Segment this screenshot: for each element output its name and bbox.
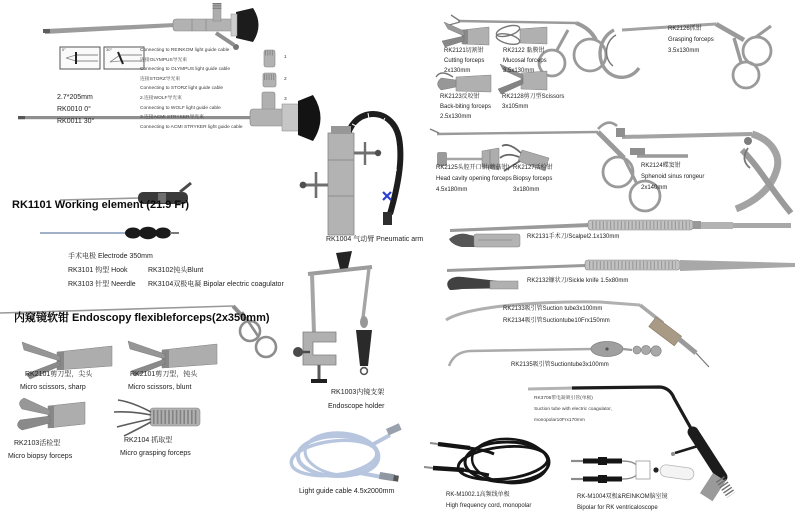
rkm1004-code: RK-M1004双极&REINKOM脑室镜 bbox=[577, 494, 668, 500]
rk2123-tip-illustration bbox=[436, 73, 491, 92]
rk2101-sharp-name: Micro scissors, sharp bbox=[20, 384, 86, 391]
electrode-label: 手术电极 Electrode 350mm bbox=[68, 253, 153, 260]
rkm1004-illustration bbox=[571, 457, 695, 483]
ent-forceps-full-illustration bbox=[449, 15, 606, 76]
rk2128-size: 3x105mm bbox=[502, 104, 529, 110]
rk3104-label: RK3104双极电凝 Bipolar electric coagulator bbox=[148, 281, 284, 288]
rkm1002-name: High frequency cord, monopolar bbox=[446, 503, 532, 509]
rk2135-label: RK2135吸引管Suctiontube3x100mm bbox=[511, 362, 609, 368]
rk2124-code: RK2124蝶窦钳 bbox=[641, 163, 681, 169]
working-element-title: RK1101 Working element (21.9 Fr) bbox=[12, 199, 190, 211]
rk2127-name: Biopsy forceps bbox=[513, 176, 553, 182]
rk2124-illustration bbox=[616, 128, 791, 213]
rk3103-label: RK3103 针型 Neerdle bbox=[68, 281, 136, 288]
rk2121-size: 2x130mm bbox=[444, 68, 471, 74]
rk2126-illustration bbox=[600, 24, 771, 88]
connect-line: Connecting to STORZ light guide cable bbox=[140, 86, 224, 91]
light-guide-adapters bbox=[262, 50, 276, 110]
rk2126-code: RK2126抓钳 bbox=[668, 26, 702, 32]
adapter-number-3: 3 bbox=[284, 97, 287, 102]
rk2101-blunt-name: Micro scissors, blunt bbox=[128, 384, 192, 391]
rk2122-name: Mucosal forceps bbox=[503, 58, 547, 64]
rk3706-illustration bbox=[528, 387, 731, 501]
connect-line: Connecting to REINKOM light guide cable bbox=[140, 48, 230, 53]
rk2125-name: Head cavity opening forceps bbox=[436, 176, 512, 182]
rk3706-name: Suction tube with electric coagulator, bbox=[534, 407, 612, 412]
rk2123-size: 2.5x130mm bbox=[440, 114, 472, 120]
rk2127-code: RK2127活检钳 bbox=[513, 165, 553, 171]
scope-size: 2.7*205mm bbox=[57, 94, 93, 101]
rk3102-label: RK3102钝头Blunt bbox=[148, 267, 204, 274]
adapter-number-2: 2 bbox=[284, 77, 287, 82]
rk2104-code: RK2104 抓取型 bbox=[124, 437, 173, 444]
connect-line: 连接STORZ导光束 bbox=[140, 77, 181, 82]
rk2125-size: 4.5x180mm bbox=[436, 187, 468, 193]
angle-label-0: 0° bbox=[62, 47, 66, 52]
rk3706-size: monopolar10Frx170mm bbox=[534, 418, 585, 423]
rk3706-code: RK3706带电凝吸引管(单极) bbox=[534, 396, 593, 401]
rk2124-size: 2x140mm bbox=[641, 185, 668, 191]
rk2124-name: Sphenoid sinus rongeur bbox=[641, 174, 705, 180]
rk2131-illustration bbox=[449, 220, 791, 247]
rk2132-illustration bbox=[447, 260, 795, 290]
rk2128-code: RK2128剪刀型Scissors bbox=[502, 94, 565, 100]
rk2121-name: Cutting forceps bbox=[444, 58, 485, 64]
rk2122-size: 3.5x130mm bbox=[503, 68, 535, 74]
rkm1002-illustration bbox=[424, 436, 550, 486]
viewing-angle-diagrams bbox=[60, 47, 144, 69]
rk2121-tip-illustration bbox=[442, 22, 489, 47]
connect-line: 2.连接WOLF导光束 bbox=[140, 96, 182, 101]
rk3101-label: RK3101 钩型 Hook bbox=[68, 267, 128, 274]
rk2103-code: RK2103活检型 bbox=[14, 440, 61, 447]
rk2103-name: Micro biopsy forceps bbox=[8, 453, 73, 460]
light-cable-label: Light guide cable 4.5x2000mm bbox=[299, 488, 395, 495]
connect-line: 连接OLYMPUS导光束 bbox=[140, 58, 188, 63]
electrode-illustration bbox=[40, 227, 179, 239]
endoscope-holder-illustration bbox=[293, 251, 372, 381]
rk2131-label: RK2131手术刀/Scalpel2.1x130mm bbox=[527, 234, 620, 240]
rk2101-sharp-code: RK2101剪刀型，尖头 bbox=[25, 371, 93, 378]
scope-model-0: RK0010 0° bbox=[57, 106, 91, 113]
rk2104-name: Micro grasping forceps bbox=[120, 450, 191, 457]
micro-biopsy-illustration bbox=[17, 398, 85, 430]
holder-code: RK1003内镜支架 bbox=[331, 389, 385, 396]
rk2126-size: 3.5x130mm bbox=[668, 48, 700, 54]
light-guide-cable-illustration bbox=[289, 423, 401, 481]
rk2125-code: RK2125头腔开口钳(蘑菇钳) bbox=[436, 165, 510, 171]
pneumatic-arm-label: RK1004 气动臂 Pneumatic arm bbox=[326, 236, 424, 243]
rk2123-name: Back-biting forceps bbox=[440, 104, 492, 110]
endoscope-rk0010-illustration bbox=[43, 3, 259, 50]
flexible-forceps-title: 内窥镜软钳 Endoscopy flexibleforceps(2x350mm) bbox=[14, 312, 270, 324]
rkm1002-code: RK-M1002.1高频线单极 bbox=[446, 492, 510, 498]
rk2127-size: 3x180mm bbox=[513, 187, 540, 193]
scope-model-30: RK0011 30° bbox=[57, 118, 95, 125]
rk2126-name: Grasping forceps bbox=[668, 37, 714, 43]
rk2132-label: RK2132镰状刀/Sickle knife 1.5x80mm bbox=[527, 278, 629, 284]
rk2122-tip-illustration bbox=[495, 23, 547, 46]
rk2122-code: RK2122 黏膜钳 bbox=[503, 48, 545, 54]
rk2101-blunt-code: RK2101剪刀型，钝头 bbox=[130, 371, 198, 378]
connect-line: Connecting to ACMI STRYKER light guide cable bbox=[140, 125, 243, 130]
adapter-number-1: 1 bbox=[284, 55, 287, 60]
rk2123-code: RK2123反咬钳 bbox=[440, 94, 480, 100]
holder-name: Endoscope holder bbox=[328, 403, 385, 410]
rkm1004-name: Bipolar for RK ventricaloscope bbox=[577, 505, 658, 511]
rk2134-label: RK2134吸引管Suctiontube10Frx150mm bbox=[503, 318, 610, 324]
rk2121-code: RK2121切割钳 bbox=[444, 48, 484, 54]
micro-grasping-illustration bbox=[114, 400, 200, 436]
angle-label-30: 30° bbox=[106, 47, 113, 52]
connect-line: 3.连接ACMI STRYKER导光束 bbox=[140, 115, 204, 120]
connect-line: Connecting to OLYMPUS light guide cable bbox=[140, 67, 231, 72]
rk2133-label: RK2133吸引管Suction tube3x100mm bbox=[503, 306, 603, 312]
connect-line: Connecting to WOLF light guide cable bbox=[140, 106, 221, 111]
